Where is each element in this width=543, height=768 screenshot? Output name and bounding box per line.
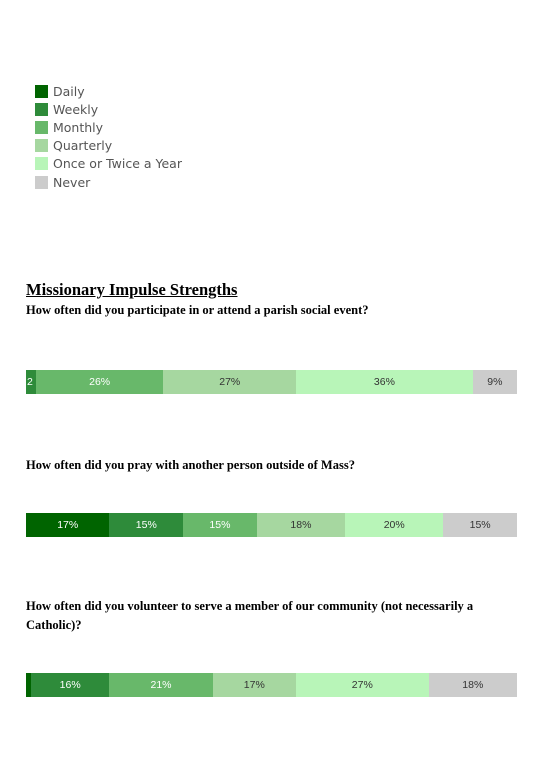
legend-label: Once or Twice a Year bbox=[53, 156, 182, 172]
question-2: How often did you pray with another person outside of Mass? bbox=[26, 458, 355, 472]
bar-segment: 17% bbox=[26, 513, 109, 537]
bar-segment: 17% bbox=[213, 673, 296, 697]
legend-item bbox=[35, 155, 182, 173]
legend-swatch bbox=[35, 176, 48, 189]
legend-label: Monthly bbox=[53, 119, 104, 135]
legend-item bbox=[35, 173, 182, 191]
legend-swatch bbox=[35, 85, 48, 98]
legend-label: Weekly bbox=[53, 101, 99, 117]
bar-segment: 15% bbox=[183, 513, 257, 537]
bar-segment: 16% bbox=[31, 673, 110, 697]
bar-segment: 27% bbox=[296, 673, 429, 697]
legend-swatch bbox=[35, 103, 48, 116]
section-title: Missionary Impulse Strengths bbox=[26, 280, 238, 299]
bar-segment: 9% bbox=[473, 370, 517, 394]
bar-segment: 15% bbox=[443, 513, 517, 537]
bar-segment: 21% bbox=[109, 673, 212, 697]
bar-segment: 27% bbox=[163, 370, 296, 394]
legend-swatch bbox=[35, 139, 48, 152]
bar-segment: 18% bbox=[257, 513, 345, 537]
legend bbox=[35, 82, 182, 191]
bar-segment: 26% bbox=[36, 370, 164, 394]
legend-label: Quarterly bbox=[53, 138, 113, 154]
legend-item bbox=[35, 137, 182, 155]
question-3: How often did you volunteer to serve a member of our community (not necessarily a Catholic)? bbox=[26, 599, 474, 632]
legend-label: Never bbox=[53, 174, 91, 190]
stacked-bar-3 bbox=[26, 673, 517, 697]
bar-segment: 18% bbox=[429, 673, 517, 697]
legend-item bbox=[35, 118, 182, 136]
legend-label: Daily bbox=[53, 83, 85, 99]
legend-item bbox=[35, 82, 182, 100]
legend-item bbox=[35, 100, 182, 118]
stacked-bar-1 bbox=[26, 370, 517, 394]
bar-segment: 36% bbox=[296, 370, 473, 394]
question-1: How often did you participate in or attend a parish social event? bbox=[26, 303, 369, 317]
bar-segment: 15% bbox=[109, 513, 183, 537]
stacked-bar-2 bbox=[26, 513, 517, 537]
bar-segment: 2 bbox=[26, 370, 36, 394]
bar-segment: 20% bbox=[345, 513, 443, 537]
legend-swatch bbox=[35, 121, 48, 134]
legend-swatch bbox=[35, 157, 48, 170]
